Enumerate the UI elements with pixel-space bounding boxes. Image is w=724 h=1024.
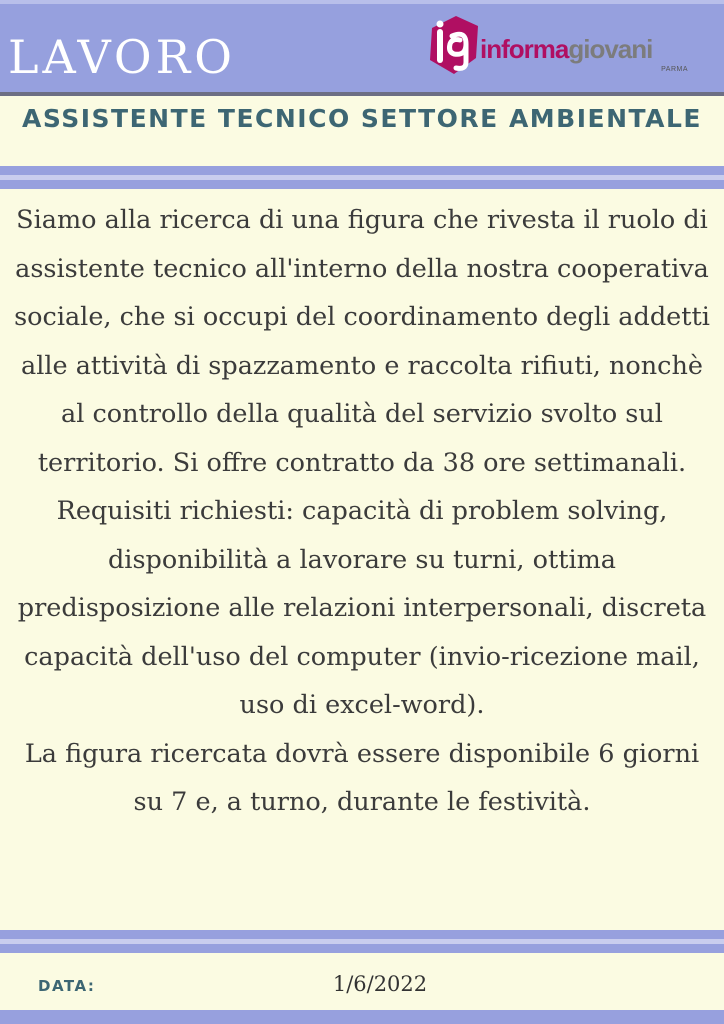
page-title: LAVORO <box>8 30 236 84</box>
header-band <box>0 0 724 92</box>
divider-band-top-2 <box>0 180 724 189</box>
date-label: DATA: <box>38 977 96 995</box>
informagiovani-logo-icon <box>426 14 482 78</box>
job-description <box>12 196 712 827</box>
footer-band <box>0 1010 724 1024</box>
job-title: ASSISTENTE TECNICO SETTORE AMBIENTALE <box>21 104 703 133</box>
logo-subtext: PARMA <box>661 66 688 73</box>
description-paragraph: Siamo alla ricerca di una figura che rivesta il ruolo di assistente tecnico all'interno della nostra cooperativa sociale, che si occupi del coordinamento degli addetti alle attività di spazzamento e raccolta rifiuti, nonchè al controllo della qualità del servizio svolto sul territorio. Si offre contratto da 38 ore settimanali. <box>14 205 710 478</box>
requirements-paragraph: Requisiti richiesti: capacità di problem solving, disponibilità a lavorare su turni, ottima predisposizione alle relazioni interpersonali, discreta capacità dell'uso del computer (invio-ricezione mail, uso di excel-word). <box>17 496 707 720</box>
header-divider <box>0 92 724 96</box>
logo-wordmark: informagiovani <box>480 34 653 64</box>
informagiovani-logo <box>426 14 696 78</box>
availability-paragraph: La figura ricercata dovrà essere disponibile 6 giorni su 7 e, a turno, durante le festività. <box>24 738 700 817</box>
divider-band-bottom-2 <box>0 944 724 953</box>
divider-band-bottom-1 <box>0 930 724 939</box>
divider-band-top-1 <box>0 166 724 175</box>
date-value: 1/6/2022 <box>332 972 428 996</box>
